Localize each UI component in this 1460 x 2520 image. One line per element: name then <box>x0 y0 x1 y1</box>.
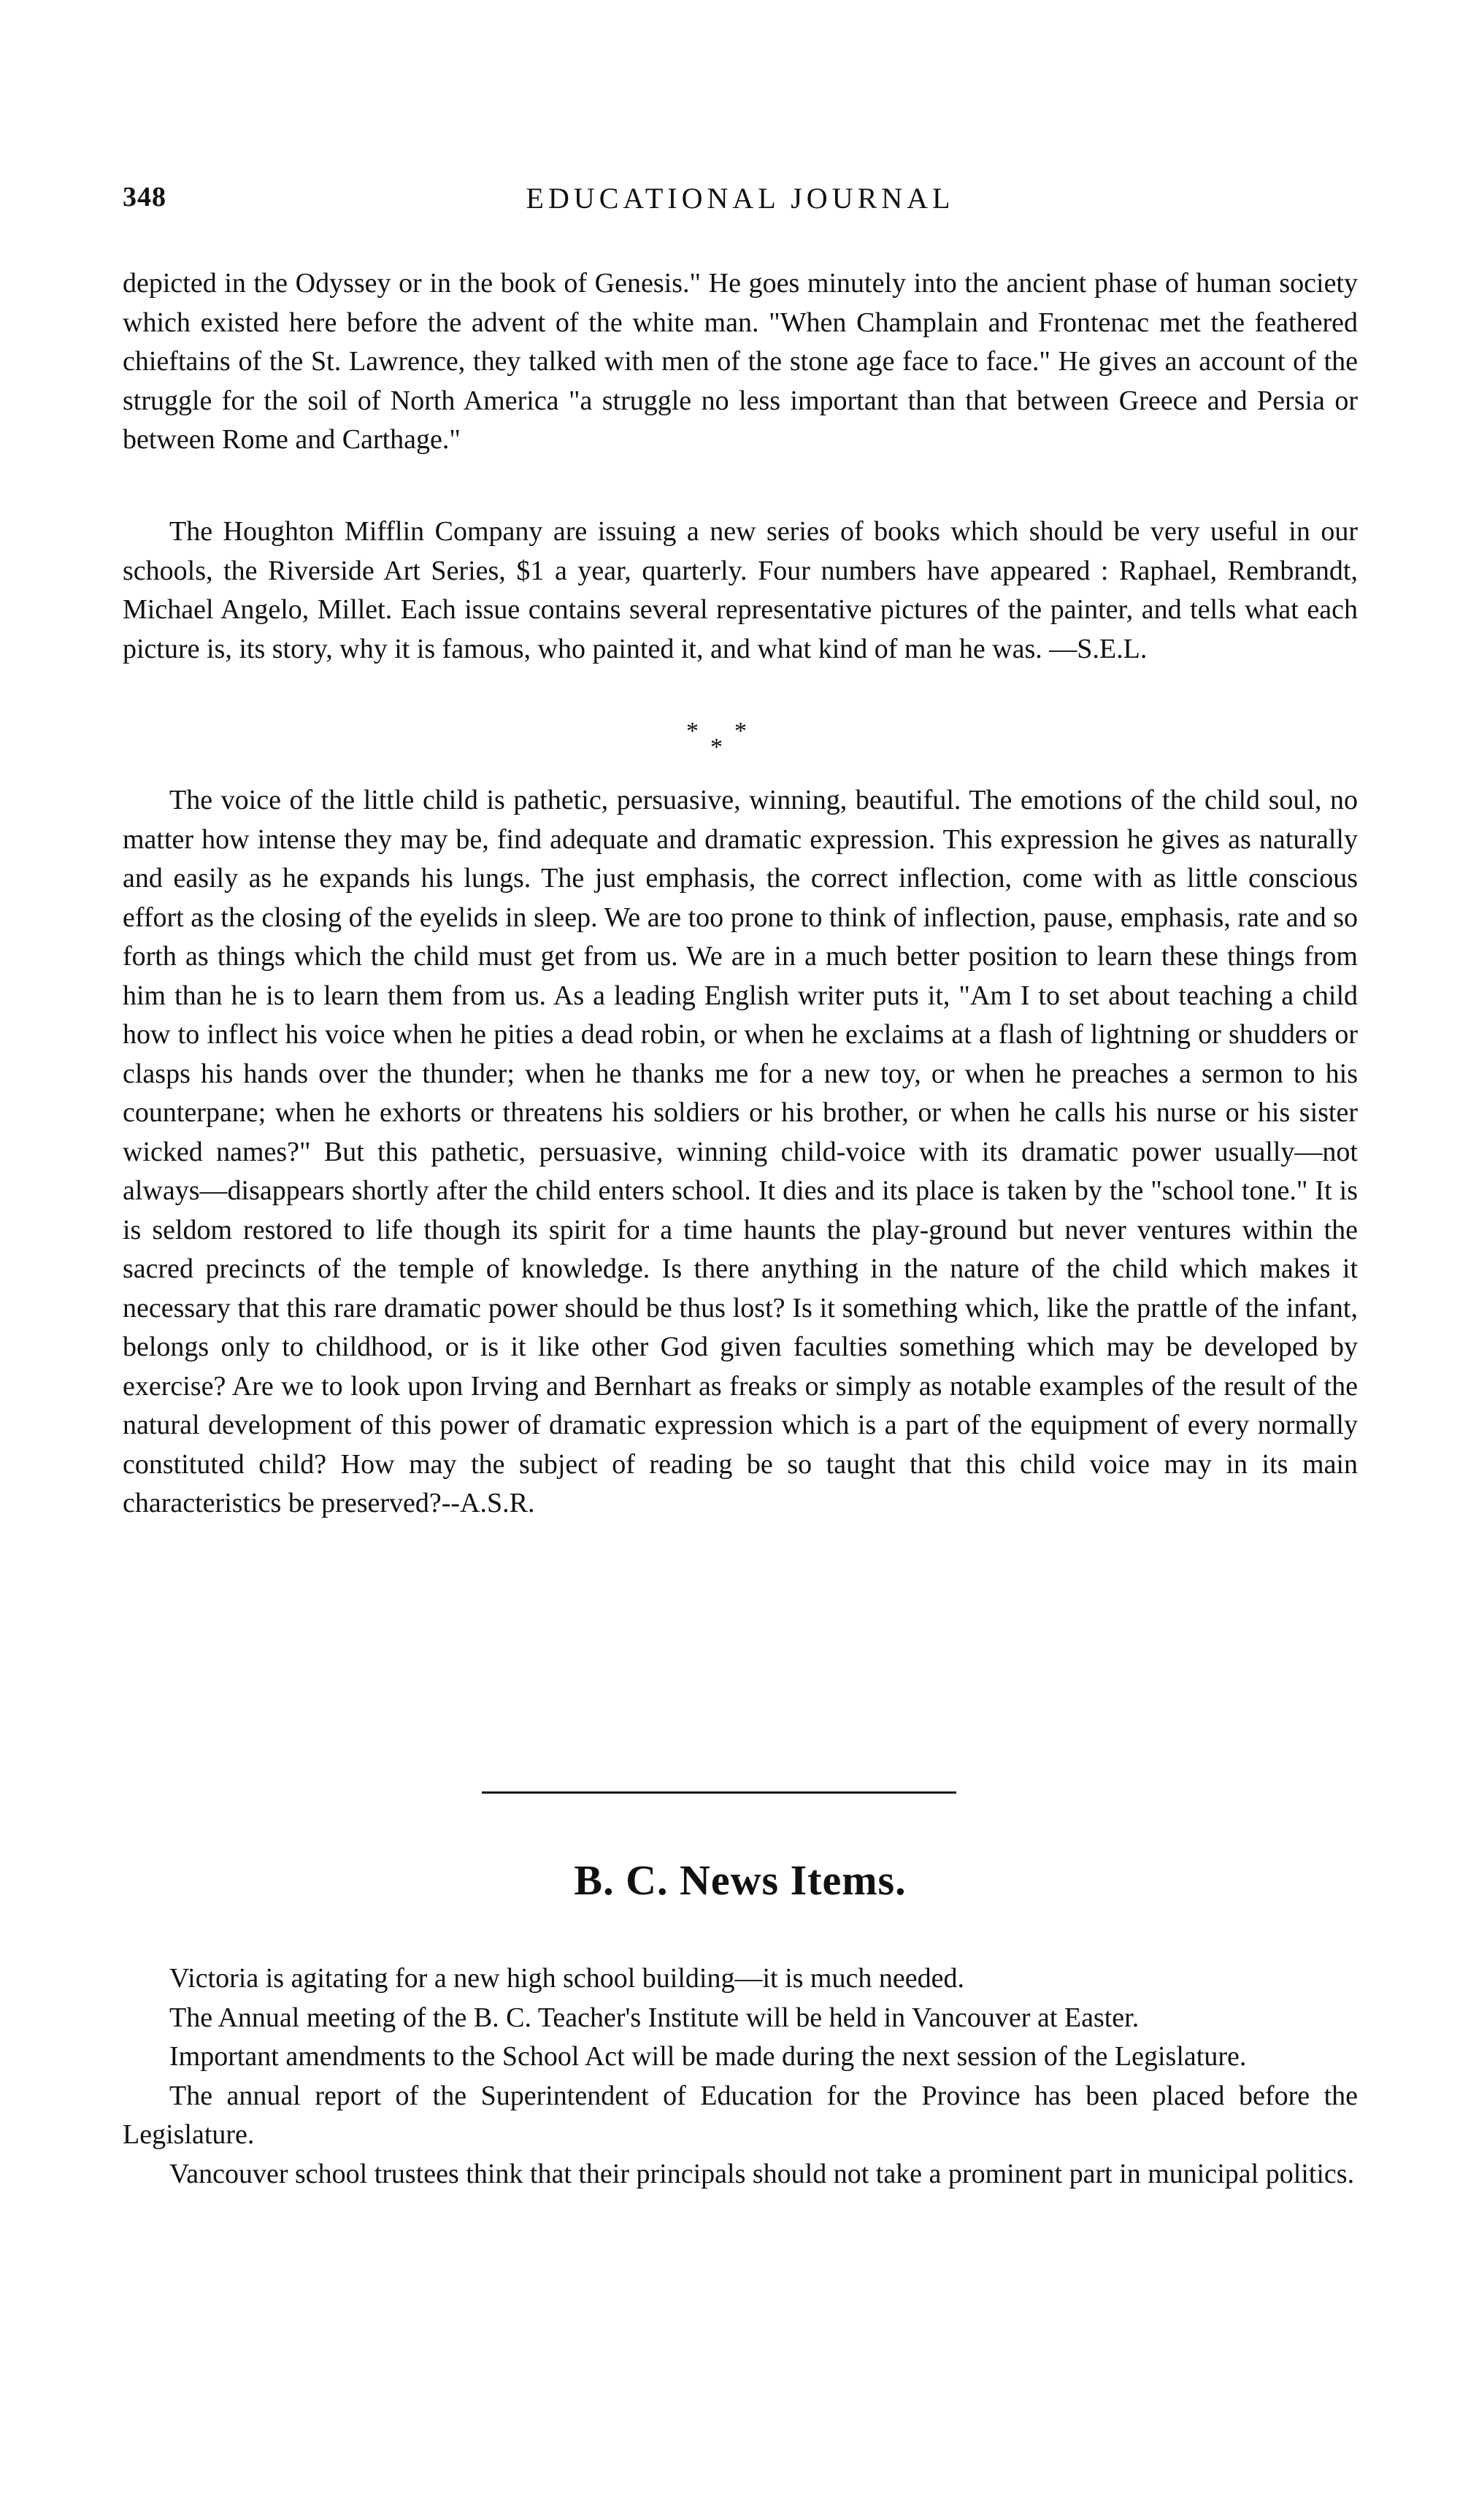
article-continuation-paragraph <box>123 264 1358 460</box>
asterisk: * <box>710 734 723 761</box>
paragraph-riverside-art-series: The Houghton Mifflin Company are issuing a new series of books which should be very useful in our schools, the Riverside Art Series, $1 a year, quarterly. Four numbers have appeared : Raphael, Rembrandt, Michael Angelo, Millet. Each issue contains several representative pictures of the painter, and tells what each picture is, its story, why it is famous, who painted it, and what kind of man he was. —S.E.L. <box>123 516 1358 664</box>
news-item: Victoria is agitating for a new high school building—it is much needed. <box>169 1963 964 1994</box>
horizontal-rule <box>482 1791 956 1794</box>
asterisk: * <box>686 718 699 745</box>
paragraph-genesis-continuation: depicted in the Odyssey or in the book of Genesis." He goes minutely into the ancient phase of human society which existed here before the advent of the white man. "When Champlain and Frontenac met the feathered chieftains of the St. Lawrence, they talked with men of the stone age face to face." He gives an account of the struggle for the soil of North America "a struggle no less important than that between Greece and Persia or between Rome and Carthage." <box>123 268 1358 455</box>
news-item: The Annual meeting of the B. C. Teacher's Institute will be held in Vancouver at Easter. <box>169 2002 1140 2033</box>
page-header <box>123 181 1358 225</box>
running-title: EDUCATIONAL JOURNAL <box>526 182 955 215</box>
news-items-list <box>123 1959 1358 2194</box>
section-break-asterisks <box>657 719 803 763</box>
asterisk: * <box>734 718 747 745</box>
news-item: The annual report of the Superintendent of Education for the Province has been placed before the Legislature. <box>123 2080 1358 2150</box>
news-item: Important amendments to the School Act will be made during the next session of the Legislature. <box>169 2041 1247 2072</box>
page-number: 348 <box>123 182 166 212</box>
review-paragraph-block <box>123 512 1358 669</box>
paragraph-child-voice: The voice of the little child is pathetic, persuasive, winning, beautiful. The emotions of the child soul, no matter how intense they may be, find adequate and dramatic expression. This expression he gives as naturally and easily as he expands his lungs. The just emphasis, the correct inflection, come with as little conscious effort as the closing of the eyelids in sleep. We are too prone to think of inflection, pause, emphasis, rate and so forth as things which the child must get from us. We are in a much better position to learn these things from him than he is to learn them from us. As a leading English writer puts it, "Am I to set about teaching a child how to inflect his voice when he pities a dead robin, or when he exclaims at a flash of lightning or shudders or clasps his hands over the thunder; when he thanks me for a new toy, or when he preaches a sermon to his counterpane; when he exhorts or threatens his soldiers or his brother, or when he calls his nurse or his sister wicked names?" But this pathetic, persuasive, winning child-voice with its dramatic power usually—not always—disappears shortly after the child enters school. It dies and its place is taken by the "school tone." It is is seldom restored to life though its spirit for a time haunts the play-ground but never ventures within the sacred precincts of the temple of knowledge. Is there anything in the nature of the child which makes it necessary that this rare dramatic power should be thus lost? Is it something which, like the prattle of the infant, belongs only to childhood, or is it like other God given faculties something which may be developed by exercise? Are we to look upon Irving and Bernhart as freaks or simply as notable examples of the result of the natural development of this power of dramatic expression which is a part of the equipment of every normally constituted child? How may the subject of reading be so taught that this child voice may in its main characteristics be preserved?--A.S.R. <box>123 785 1358 1518</box>
news-item: Vancouver school trustees think that their principals should not take a prominent part in municipal politics. <box>169 2158 1355 2189</box>
news-section-heading: B. C. News Items. <box>574 1856 907 1904</box>
child-voice-article <box>123 781 1358 1524</box>
